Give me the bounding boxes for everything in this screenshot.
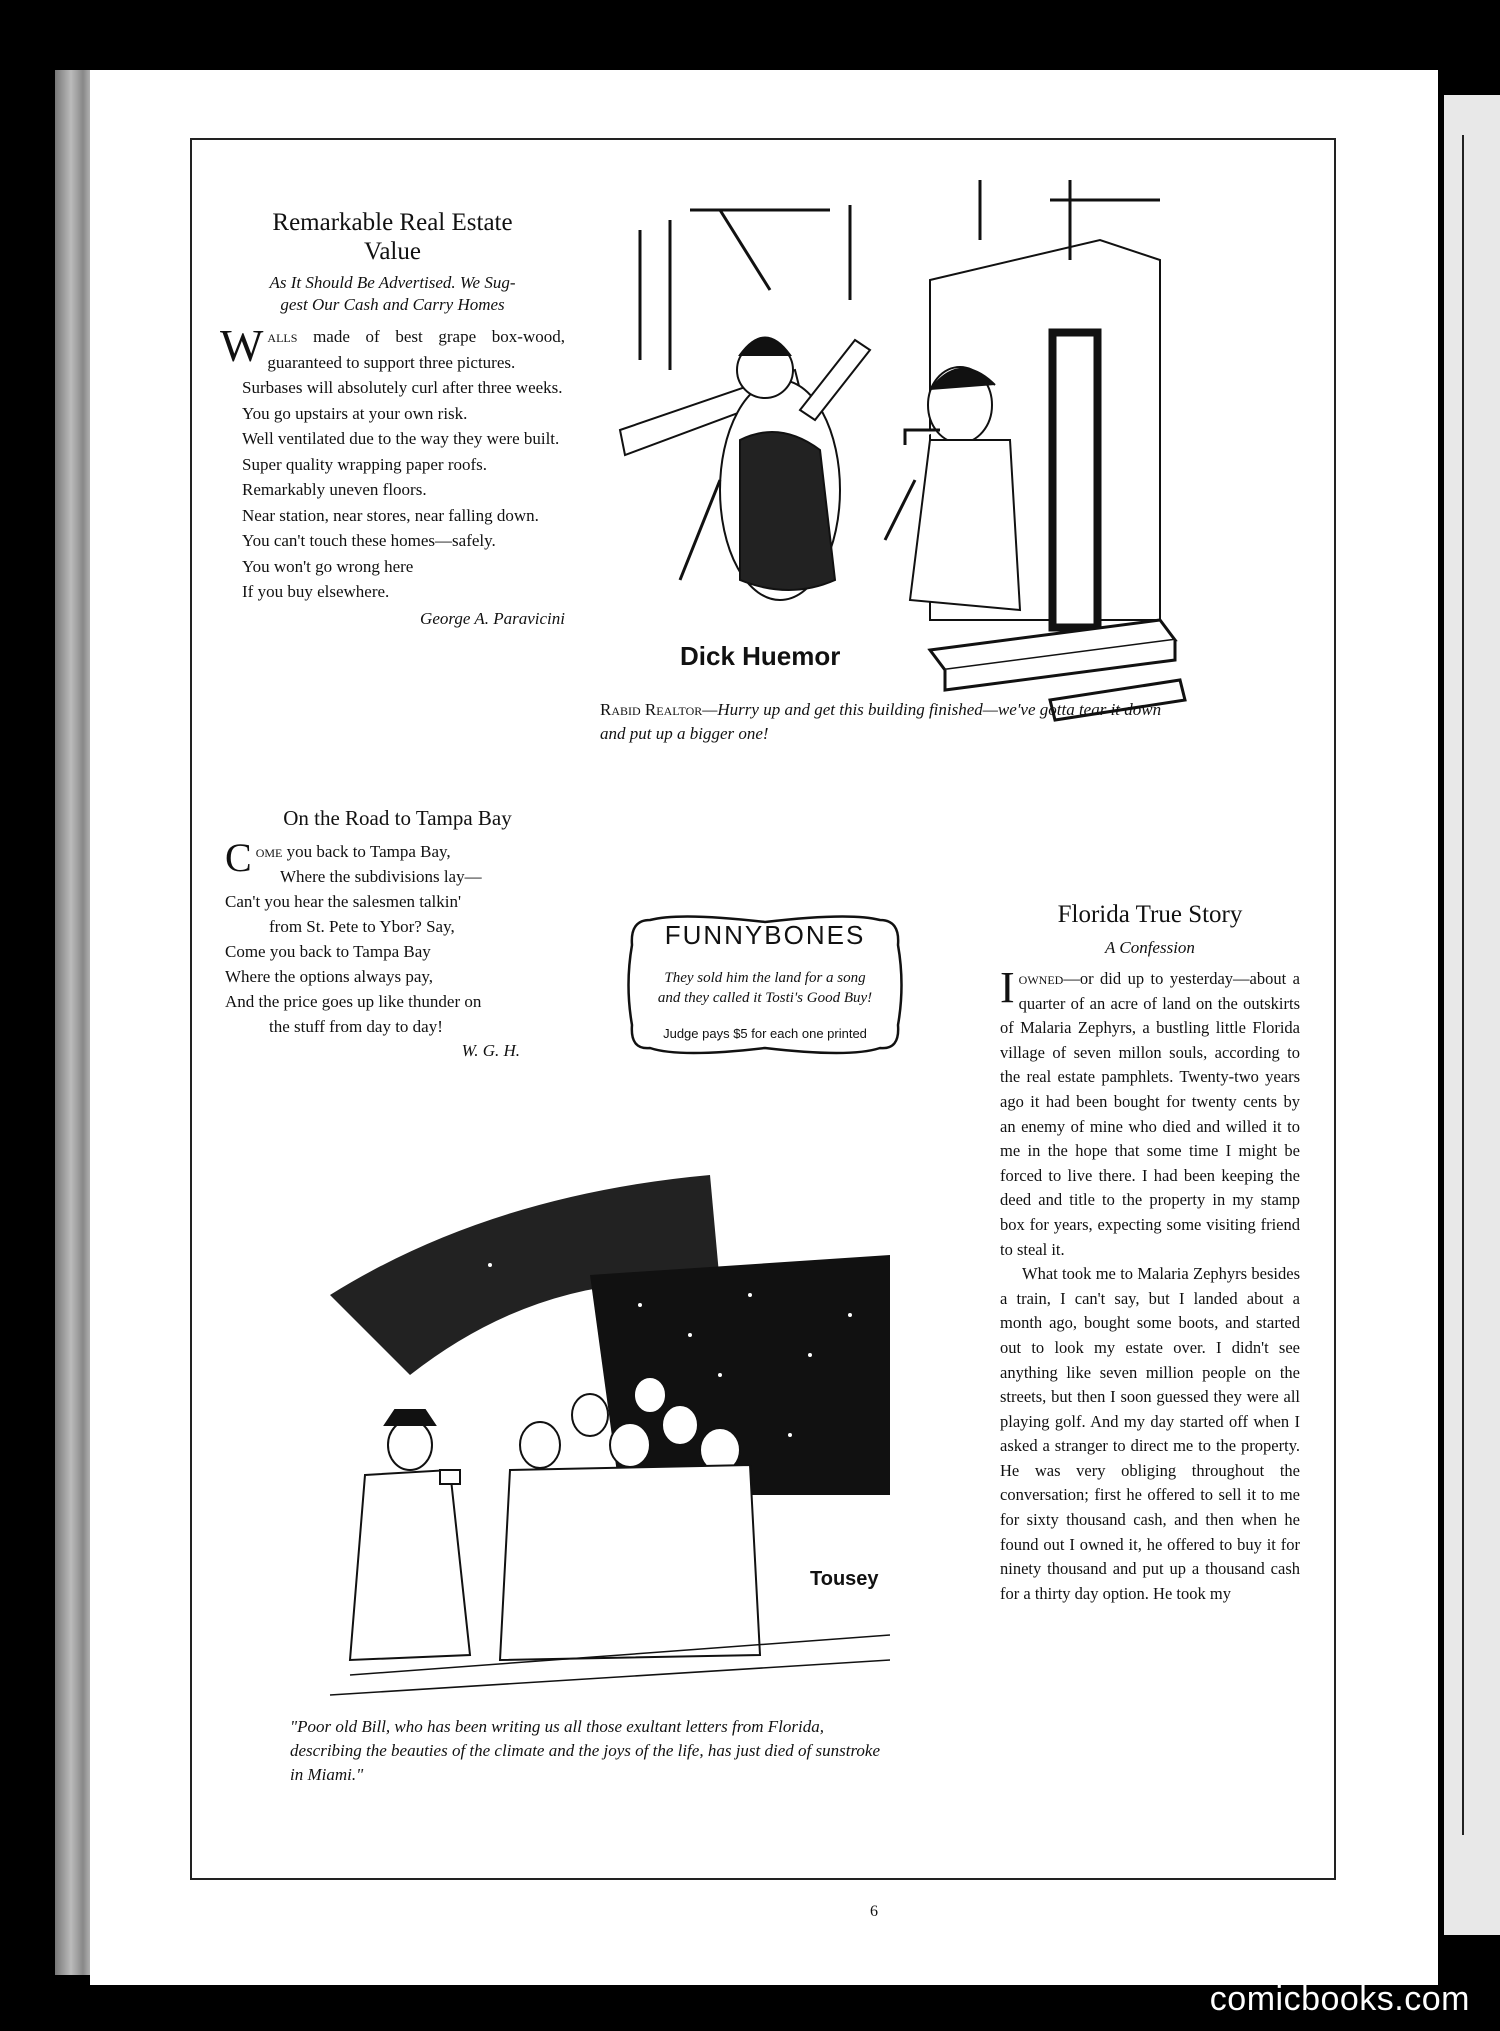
poem-line: Can't you hear the salesmen talkin': [225, 892, 462, 911]
body-paragraph: Remarkably uneven floors.: [242, 480, 427, 499]
funnybones-title: FUNNYBONES: [664, 920, 866, 950]
article2-first-paragraph: [1000, 963, 1300, 1262]
cartoon2-caption: "Poor old Bill, who has been writing us all those exultant letters from Florida, describing the beauties of the climate and the joys of the life, has just died of sunstroke in Miami.": [290, 1717, 881, 1784]
article-subtitle: [220, 272, 565, 316]
poem-line: Where the options always pay,: [225, 967, 434, 986]
article2-drop-cap: I: [1000, 963, 1015, 1012]
joke-line-1: They sold him the land for a song: [664, 970, 866, 986]
first-word-rest: alls: [267, 327, 298, 346]
body-paragraph: Surbases will absolutely curl after three weeks.: [242, 378, 563, 397]
poem-line-1-text: you back to Tampa Bay,: [282, 842, 451, 861]
facing-page-edge: [1444, 95, 1500, 1935]
body-paragraph: Well ventilated due to the way they were built.: [242, 429, 560, 448]
funnybones-joke: [620, 968, 910, 1008]
book-spine: [55, 70, 95, 1975]
article2-title: Florida True Story: [1057, 901, 1243, 928]
cartoon-caption: [600, 698, 1190, 746]
poem-tampa-bay: [225, 805, 570, 1063]
body-paragraph: You won't go wrong here: [242, 556, 414, 576]
poem-first-word-rest: ome: [255, 842, 283, 861]
subtitle-line-1: As It Should Be Advertised. We Sug-: [269, 273, 516, 292]
cartoon2-signature: Tousey: [810, 1568, 879, 1590]
poem-line: Where the subdivisions lay—: [280, 867, 482, 886]
poem-author: W. G. H.: [461, 1041, 520, 1060]
article2-second-paragraph: What took me to Malaria Zephyrs besides a train, I can't say, but I landed about a month ago, bought some boots, and started out to look my estate over. I didn't see anything like seven million people on the streets, but then I soon guessed they were all playing golf. And my day started off when I asked a stranger to direct me to the property. He was very obliging throughout the conversation; first he offered to sell it to me for sixty thousand cash, and then when he found out I owned it, he offered to buy it for ninety thousand and put up a thousand cash for a thirty day option. He took my: [1000, 1264, 1300, 1603]
author-byline: George A. Paravicini: [420, 608, 565, 628]
magazine-page: [90, 70, 1438, 1985]
title-line-1: Remarkable Real Estate: [272, 209, 513, 236]
caption-text: —Hurry up and get this building finished—we've gotta tear it down and put up a bigger one!: [600, 700, 1162, 743]
body-paragraph: You can't touch these homes—safely.: [242, 531, 496, 550]
poem-line: Come you back to Tampa Bay: [225, 942, 431, 961]
body-paragraph: If you buy elsewhere.: [242, 582, 390, 601]
funnybones-footer: Judge pays $5 for each one printed: [663, 1026, 867, 1041]
joke-line-2: and they called it Tosti's Good Buy!: [657, 990, 873, 1006]
body-paragraph: You go upstairs at your own risk.: [242, 403, 468, 423]
cartoon-rabid-realtor: [600, 180, 1190, 755]
cartoon-signature: Dick Huemor: [680, 641, 841, 671]
poem-line: And the price goes up like thunder on: [225, 992, 482, 1011]
cartoon-sunstroke: [290, 1115, 890, 1835]
body-paragraph: Near station, near stores, near falling down.: [242, 505, 539, 525]
subtitle-line-2: gest Our Cash and Carry Homes: [280, 295, 505, 314]
cartoon2-illustration: [290, 1115, 890, 1715]
article-remarkable-real-estate: [220, 138, 565, 631]
poem-line: from St. Pete to Ybor? Say,: [269, 917, 455, 936]
page-number: 6: [870, 1903, 878, 1920]
title-line-2: Value: [364, 238, 421, 265]
article-title: [220, 208, 565, 266]
drop-cap: W: [220, 320, 264, 371]
cartoon-illustration: [600, 180, 1190, 755]
article-florida-true-story: [1000, 900, 1300, 1606]
poem-body: [225, 835, 570, 1039]
first-paragraph: [220, 320, 565, 375]
first-para-text: made of best grape box-wood, guaranteed to support three pictures.: [267, 327, 565, 372]
poem-title: On the Road to Tampa Bay: [283, 806, 512, 830]
poem-drop-cap: C: [225, 835, 252, 880]
caption-speaker: Rabid Realtor: [600, 700, 703, 719]
article-body: [220, 375, 565, 605]
article2-first-para-text: —or did up to yesterday—about a quarter of an acre of land on the outskirts of Malaria Zephyrs, a bustling little Florida village of seven millon souls, according to the real estate pamphlets. Twenty-two years ago it had been bought for twenty cents by an enemy of mine who died and willed it to me in the hope that some time I might be forced to live there. I had been keeping the deed and title to the property in my stamp box for years, expecting some visiting friend to steal it.: [1000, 969, 1300, 1259]
watermark-logo: comicbooks.com: [1209, 1980, 1470, 2018]
body-paragraph: Super quality wrapping paper roofs.: [242, 454, 488, 474]
funnybones-box: [620, 910, 910, 1060]
article2-first-word: owned: [1018, 969, 1064, 988]
article2-subtitle: A Confession: [1105, 938, 1195, 957]
poem-line: the stuff from day to day!: [269, 1017, 443, 1036]
